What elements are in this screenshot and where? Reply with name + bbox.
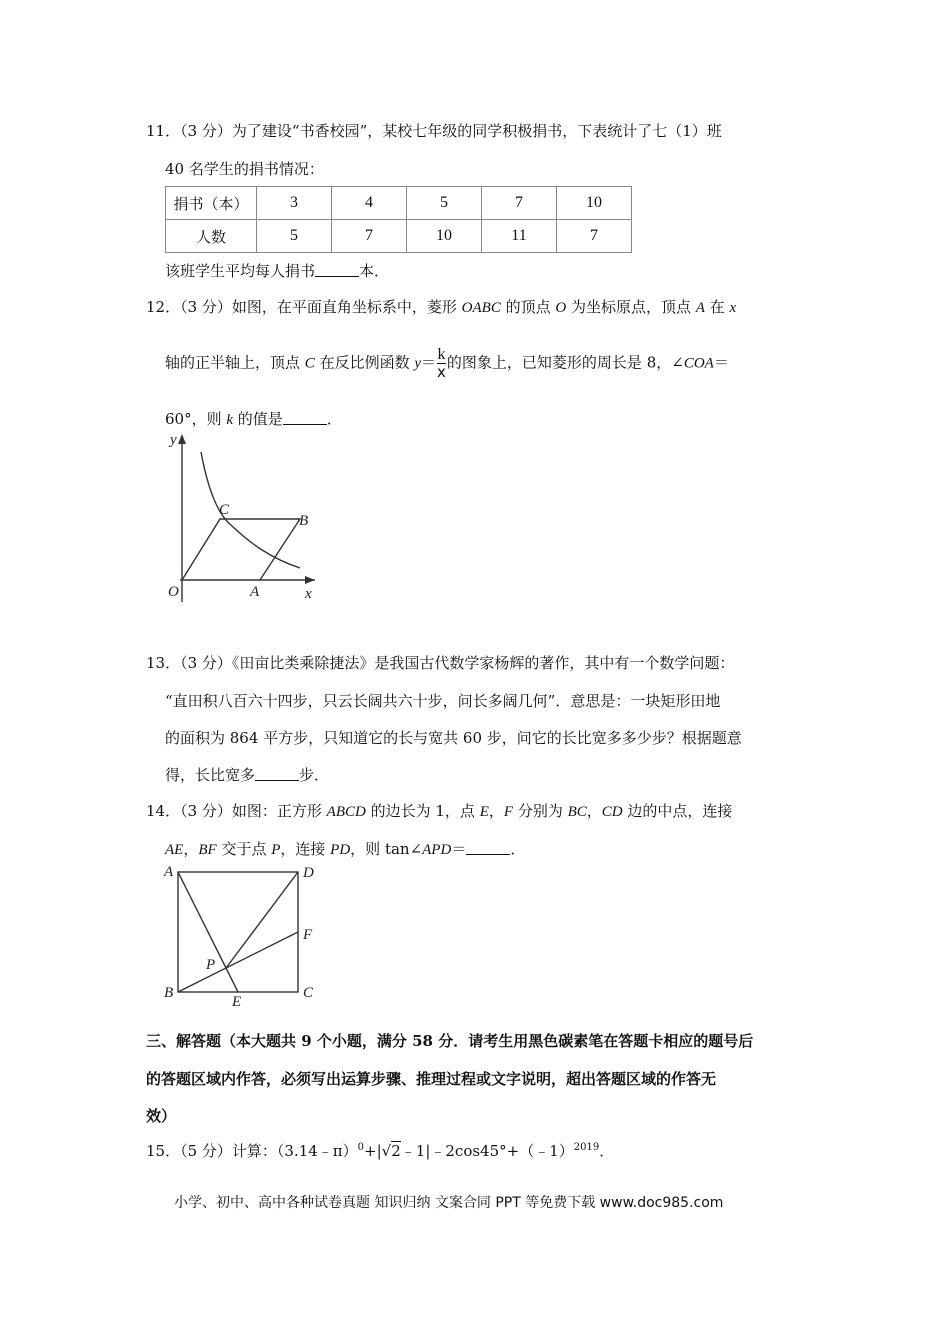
var: BC [567,804,587,820]
label-O: O [168,584,179,600]
label-B: B [164,985,174,1001]
var: ABCD [326,804,366,820]
square-ABCD-figure [160,860,330,1010]
segment-BF [178,932,298,992]
table-cell: 7 [482,187,557,220]
table-header-books: 捐书（本） [166,187,257,220]
q12-line3 [165,408,342,429]
text: ＝ [421,353,437,372]
q12-line2 [165,346,729,381]
var: PD [330,842,351,858]
fraction-denominator: x [437,363,446,381]
label-x: x [305,586,312,602]
rhombus-hyperbola-figure [160,430,330,605]
var: COA [683,355,714,372]
text: ． [326,410,342,428]
q11-ask-after: 本． [359,262,390,280]
table-cell: 11 [482,220,557,253]
text: 15．（5 分）计算：（3.14﹣π） [146,1142,358,1160]
text: 边的中点，连接 [622,802,733,820]
segment-AE [178,872,238,992]
q11-line2: 40 名学生的捐书情况： [165,160,324,178]
var: C [304,355,315,372]
answer-blank [315,262,359,277]
x-axis-arrow [305,576,315,584]
label-C: C [219,502,230,518]
text: ． [510,840,526,858]
text: 60°，则 [165,410,227,428]
answer-blank [466,840,510,855]
q13-line4 [165,764,329,785]
var: BF [198,842,217,858]
q13-line2: “直田积八百六十四步，只云长阔共六十步，问长多阔几何”．意思是：一块矩形田地 [165,692,721,710]
text: 的值是 [233,410,283,428]
text: ＝ [451,840,467,858]
var: A [695,300,705,316]
fraction-k-over-x [437,346,446,381]
y-axis-arrow [178,434,186,444]
label-y: y [170,432,177,448]
table-cell: 3 [257,187,332,220]
radicand: 2 [391,1142,401,1160]
q13-line3: 的面积为 864 平方步，只知道它的长与宽共 60 步，问它的长比宽多多少步？根据题意 [165,729,742,747]
table-cell: 10 [557,187,632,220]
q11-line1: 11．（3 分）为了建设“书香校园”，某校七年级的同学积极捐书，下表统计了七（1）班 [146,122,722,140]
var: E [479,804,489,820]
sqrt-two [382,1141,401,1160]
donation-table [165,186,632,253]
q11-question [165,260,389,281]
q14-line2 [165,838,525,859]
text: 为坐标原点，顶点 [566,298,696,316]
square-ABCD [178,872,298,992]
q15-line [146,1140,614,1161]
var: P [271,842,281,858]
text: ， [488,802,504,820]
text: 交于点 [216,840,272,858]
table-cell: 4 [332,187,407,220]
var: O [555,300,567,316]
table-row [166,187,632,220]
text: ﹣1|﹣2cos45°+（﹣1） [400,1142,574,1160]
text: ，则 tan∠ [350,840,423,858]
section3-line3: 效） [146,1107,177,1125]
table-cell: 10 [407,220,482,253]
text: 的边长为 1，点 [365,802,480,820]
text: 轴的正半轴上，顶点 [165,353,305,372]
q12-line1 [146,296,736,317]
q11-ask-before: 该班学生平均每人捐书 [165,262,316,280]
text: 14．（3 分）如图：正方形 [146,802,327,820]
text: ，连接 [280,840,331,858]
var: F [503,804,514,820]
var: y [414,355,422,372]
var: k [226,412,234,428]
table-row [166,220,632,253]
label-C: C [303,985,314,1001]
table-cell: 7 [557,220,632,253]
q13-line1: 13．（3 分）《田亩比类乘除捷法》是我国古代数学家杨辉的著作，其中有一个数学问题： [146,654,735,672]
var: x [729,300,737,316]
rhombus-OABC [182,519,300,580]
table-cell: 5 [407,187,482,220]
label-A: A [164,864,174,880]
table-header-people: 人数 [166,220,257,253]
text: 在 [704,298,730,316]
answer-blank [283,410,327,425]
label-P: P [206,957,216,973]
segment-PD [226,872,298,968]
text: 的顶点 [500,298,556,316]
section3-line2: 的答题区域内作答，必须写出运算步骤、推理过程或文字说明，超出答题区域的作答无 [146,1070,717,1088]
text: ， [586,802,602,820]
text: 分别为 [513,802,568,820]
text: 在反比例函数 [314,353,415,372]
var: OABC [461,300,501,316]
text: +| [364,1142,382,1160]
section3-line1: 三、解答题（本大题共 9 个小题，满分 58 分．请考生用黑色碳素笔在答题卡相应的题号后 [146,1032,754,1050]
var: APD [422,842,452,858]
var: CD [601,804,623,820]
table-cell: 5 [257,220,332,253]
text: 步． [299,766,330,784]
var: AE [165,842,184,858]
label-A: A [250,584,260,600]
superscript: 0 [357,1142,365,1153]
fraction-numerator: k [437,346,446,363]
text: 的图象上，已知菱形的周长是 8，∠ [446,353,684,372]
hyperbola-curve [201,452,300,568]
text: ＝ [713,353,729,372]
answer-blank [255,766,299,781]
table-cell: 7 [332,220,407,253]
label-B: B [299,513,309,529]
q14-line1 [146,800,732,821]
label-E: E [232,994,242,1010]
label-F: F [303,927,313,943]
text: ， [183,840,199,858]
sqrt-sign: √ [381,1142,392,1160]
label-D: D [303,865,314,881]
text: ． [599,1142,615,1160]
superscript: 2019 [573,1142,600,1153]
footer-text: 小学、初中、高中各种试卷真题 知识归纳 文案合同 PPT 等免费下载 www.doc985.com [174,1195,724,1211]
text: 12．（3 分）如图，在平面直角坐标系中，菱形 [146,298,462,316]
text: 得，长比宽多 [165,766,256,784]
